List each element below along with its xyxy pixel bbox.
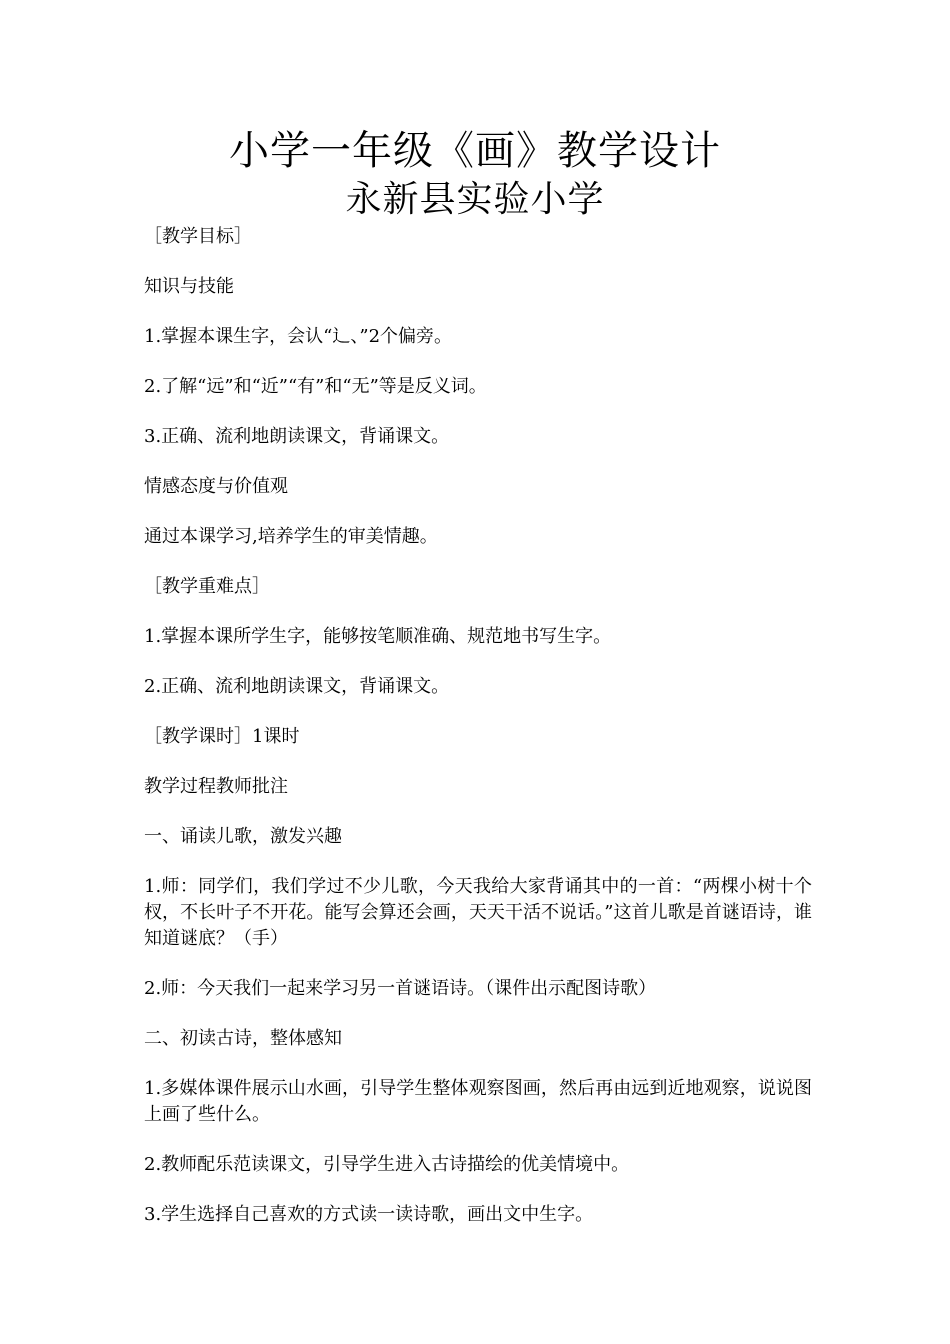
paragraph: 通过本课学习,培养学生的审美情趣。 [144,526,438,547]
section-heading-objectives: ［教学目标］ [144,226,252,247]
paragraph: 1.多媒体课件展示山水画，引导学生整体观察图画，然后再由远到近地观察，说说图上画了些什么。 [144,1078,812,1125]
paragraph: 2.教师配乐范读课文，引导学生进入古诗描绘的优美情境中。 [144,1154,630,1175]
section-heading-class-hours: ［教学课时］1课时 [144,726,300,747]
subheading-process: 教学过程教师批注 [144,776,288,797]
document-body [144,224,812,1252]
subheading-part-two: 二、初读古诗，整体感知 [144,1028,342,1049]
paragraph: 3.正确、流利地朗读课文，背诵课文。 [144,426,450,447]
paragraph: 1.掌握本课生字，会认“辶、”2个偏旁。 [144,326,453,347]
subheading-part-one: 一、诵读儿歌，激发兴趣 [144,826,342,847]
section-heading-key-points: ［教学重难点］ [144,576,270,597]
paragraph: 2.了解“远”和“近”“有”和“无”等是反义词。 [144,376,487,397]
paragraph: 3.学生选择自己喜欢的方式读一读诗歌，画出文中生字。 [144,1204,594,1225]
subheading-knowledge-skills: 知识与技能 [144,276,234,297]
paragraph: 2.正确、流利地朗读课文，背诵课文。 [144,676,450,697]
document-subtitle: 永新县实验小学 [345,179,605,220]
subheading-attitude-values: 情感态度与价值观 [144,476,288,497]
document-title: 小学一年级《画》教学设计 [229,128,721,174]
paragraph: 1.掌握本课所学生字，能够按笔顺准确、规范地书写生字。 [144,626,612,647]
paragraph: 1.师：同学们，我们学过不少儿歌，今天我给大家背诵其中的一首：“两棵小树十个杈，不长叶子不开花。能写会算还会画，天天干活不说话。”这首儿歌是首谜语诗，谁知道谜底？（手） [144,876,812,949]
paragraph: 2.师：今天我们一起来学习另一首谜语诗。（课件出示配图诗歌） [144,978,657,999]
